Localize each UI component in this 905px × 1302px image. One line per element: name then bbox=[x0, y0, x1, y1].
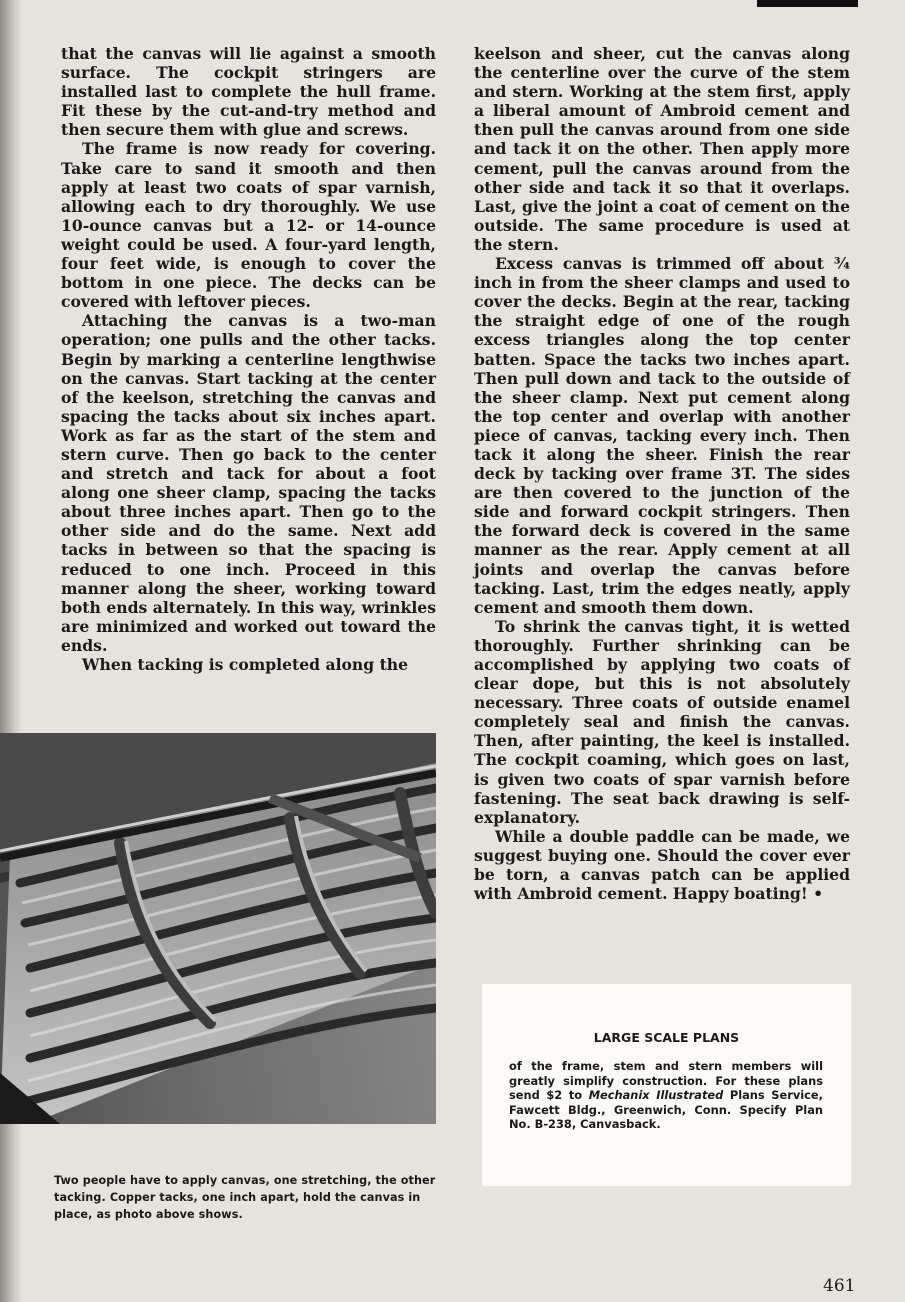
canoe-frame-illustration bbox=[0, 733, 436, 1124]
plans-box bbox=[482, 984, 851, 1186]
article-column-left bbox=[61, 44, 436, 674]
paragraph: When tacking is completed along the bbox=[82, 655, 409, 674]
article-column-right bbox=[474, 44, 850, 903]
paragraph: To shrink the canvas tight, it is wetted thoroughly. Further shrinking can be accomplished by applying two coats of clear dope, but this is not absolutely necessary. Three coats of outside enamel completely seal and finish the canvas. Then, after painting, the keel is installed. The cockpit coaming, which goes on last, is given two coats of spar varnish before fastening. The seat back drawing is self-explanatory. bbox=[474, 616, 850, 827]
plans-box-title: LARGE SCALE PLANS bbox=[593, 1030, 740, 1045]
corner-tab bbox=[757, 0, 858, 7]
paragraph: Excess canvas is trimmed off about ¾ inch in from the sheer clamps and used to cover the decks. Begin at the rear, tacking the straight edge of one of the rough excess triangles along the top center batten. Space the tacks two inches apart. Then pull down and tack to the outside of the sheer clamp. Next put cement along the top center and overlap with another piece of canvas, tacking every inch. Then tack it along the sheer. Finish the rear deck by tacking over frame 3T. The sides are then covered to the junction of the side and forward cockpit stringers. Then the forward deck is covered in the same manner as the rear. Apply cement at all joints and overlap the canvas before tacking. Last, trim the edges neatly, apply cement and smooth them down. bbox=[474, 254, 850, 617]
paragraph: While a double paddle can be made, we suggest buying one. Should the cover ever be torn, a canvas patch can be applied with Ambroid cement. Happy boating! • bbox=[474, 826, 850, 904]
plans-box-text: Plans Service, Fawcett Bldg., Greenwich, Conn. Specify Plan No. B-238, Canvasback. bbox=[509, 1088, 823, 1132]
paragraph: keelson and sheer, cut the canvas along the centerline over the curve of the stem and stern. Working at the stem first, apply a liberal amount of Ambroid cement and then pull the canvas around from one side and tack it on the other. Then apply more cement, pull the canvas around from the other side and tack it so that it overlaps. Last, give the joint a coat of cement on the outside. The same procedure is used at the stern. bbox=[474, 44, 850, 254]
plans-box-text: of the frame, stem and stern members will greatly simplify construction. For these plans send $2 to bbox=[509, 1059, 823, 1103]
paragraph: that the canvas will lie against a smooth surface. The cockpit stringers are installed last to complete the hull frame. Fit these by the cut-and-try method and then secure them with glue and screws. bbox=[61, 44, 436, 140]
plans-box-body bbox=[509, 1059, 823, 1132]
page-number: 461 bbox=[823, 1276, 856, 1296]
photo-caption: Two people have to apply canvas, one stretching, the other tacking. Copper tacks, one inch apart, hold the canvas in place, as photo above shows. bbox=[54, 1174, 436, 1221]
paragraph: Attaching the canvas is a two-man operation; one pulls and the other tacks. Begin by marking a centerline lengthwise on the canvas. Start tacking at the center of the keelson, stretching the canvas and spacing the tacks about six inches apart. Work as far as the start of the stem and stern curve. Then go back to the center and stretch and tack for about a foot along one sheer clamp, spacing the tacks about three inches apart. Then go to the other side and do the same. Next add tacks in between so that the spacing is reduced to one inch. Proceed in this manner along the sheer, working toward both ends alternately. In this way, wrinkles are minimized and worked out toward the ends. bbox=[61, 311, 436, 655]
canoe-frame-photo bbox=[0, 733, 436, 1124]
magazine-name: Mechanix Illustrated bbox=[588, 1088, 724, 1103]
paragraph: The frame is now ready for covering. Take care to sand it smooth and then apply at least two coats of spar varnish, allowing each to dry thoroughly. We use 10-ounce canvas but a 12- or 14-ounce weight could be used. A four-yard length, four feet wide, is enough to cover the bottom in one piece. The decks can be covered with leftover pieces. bbox=[61, 139, 436, 312]
